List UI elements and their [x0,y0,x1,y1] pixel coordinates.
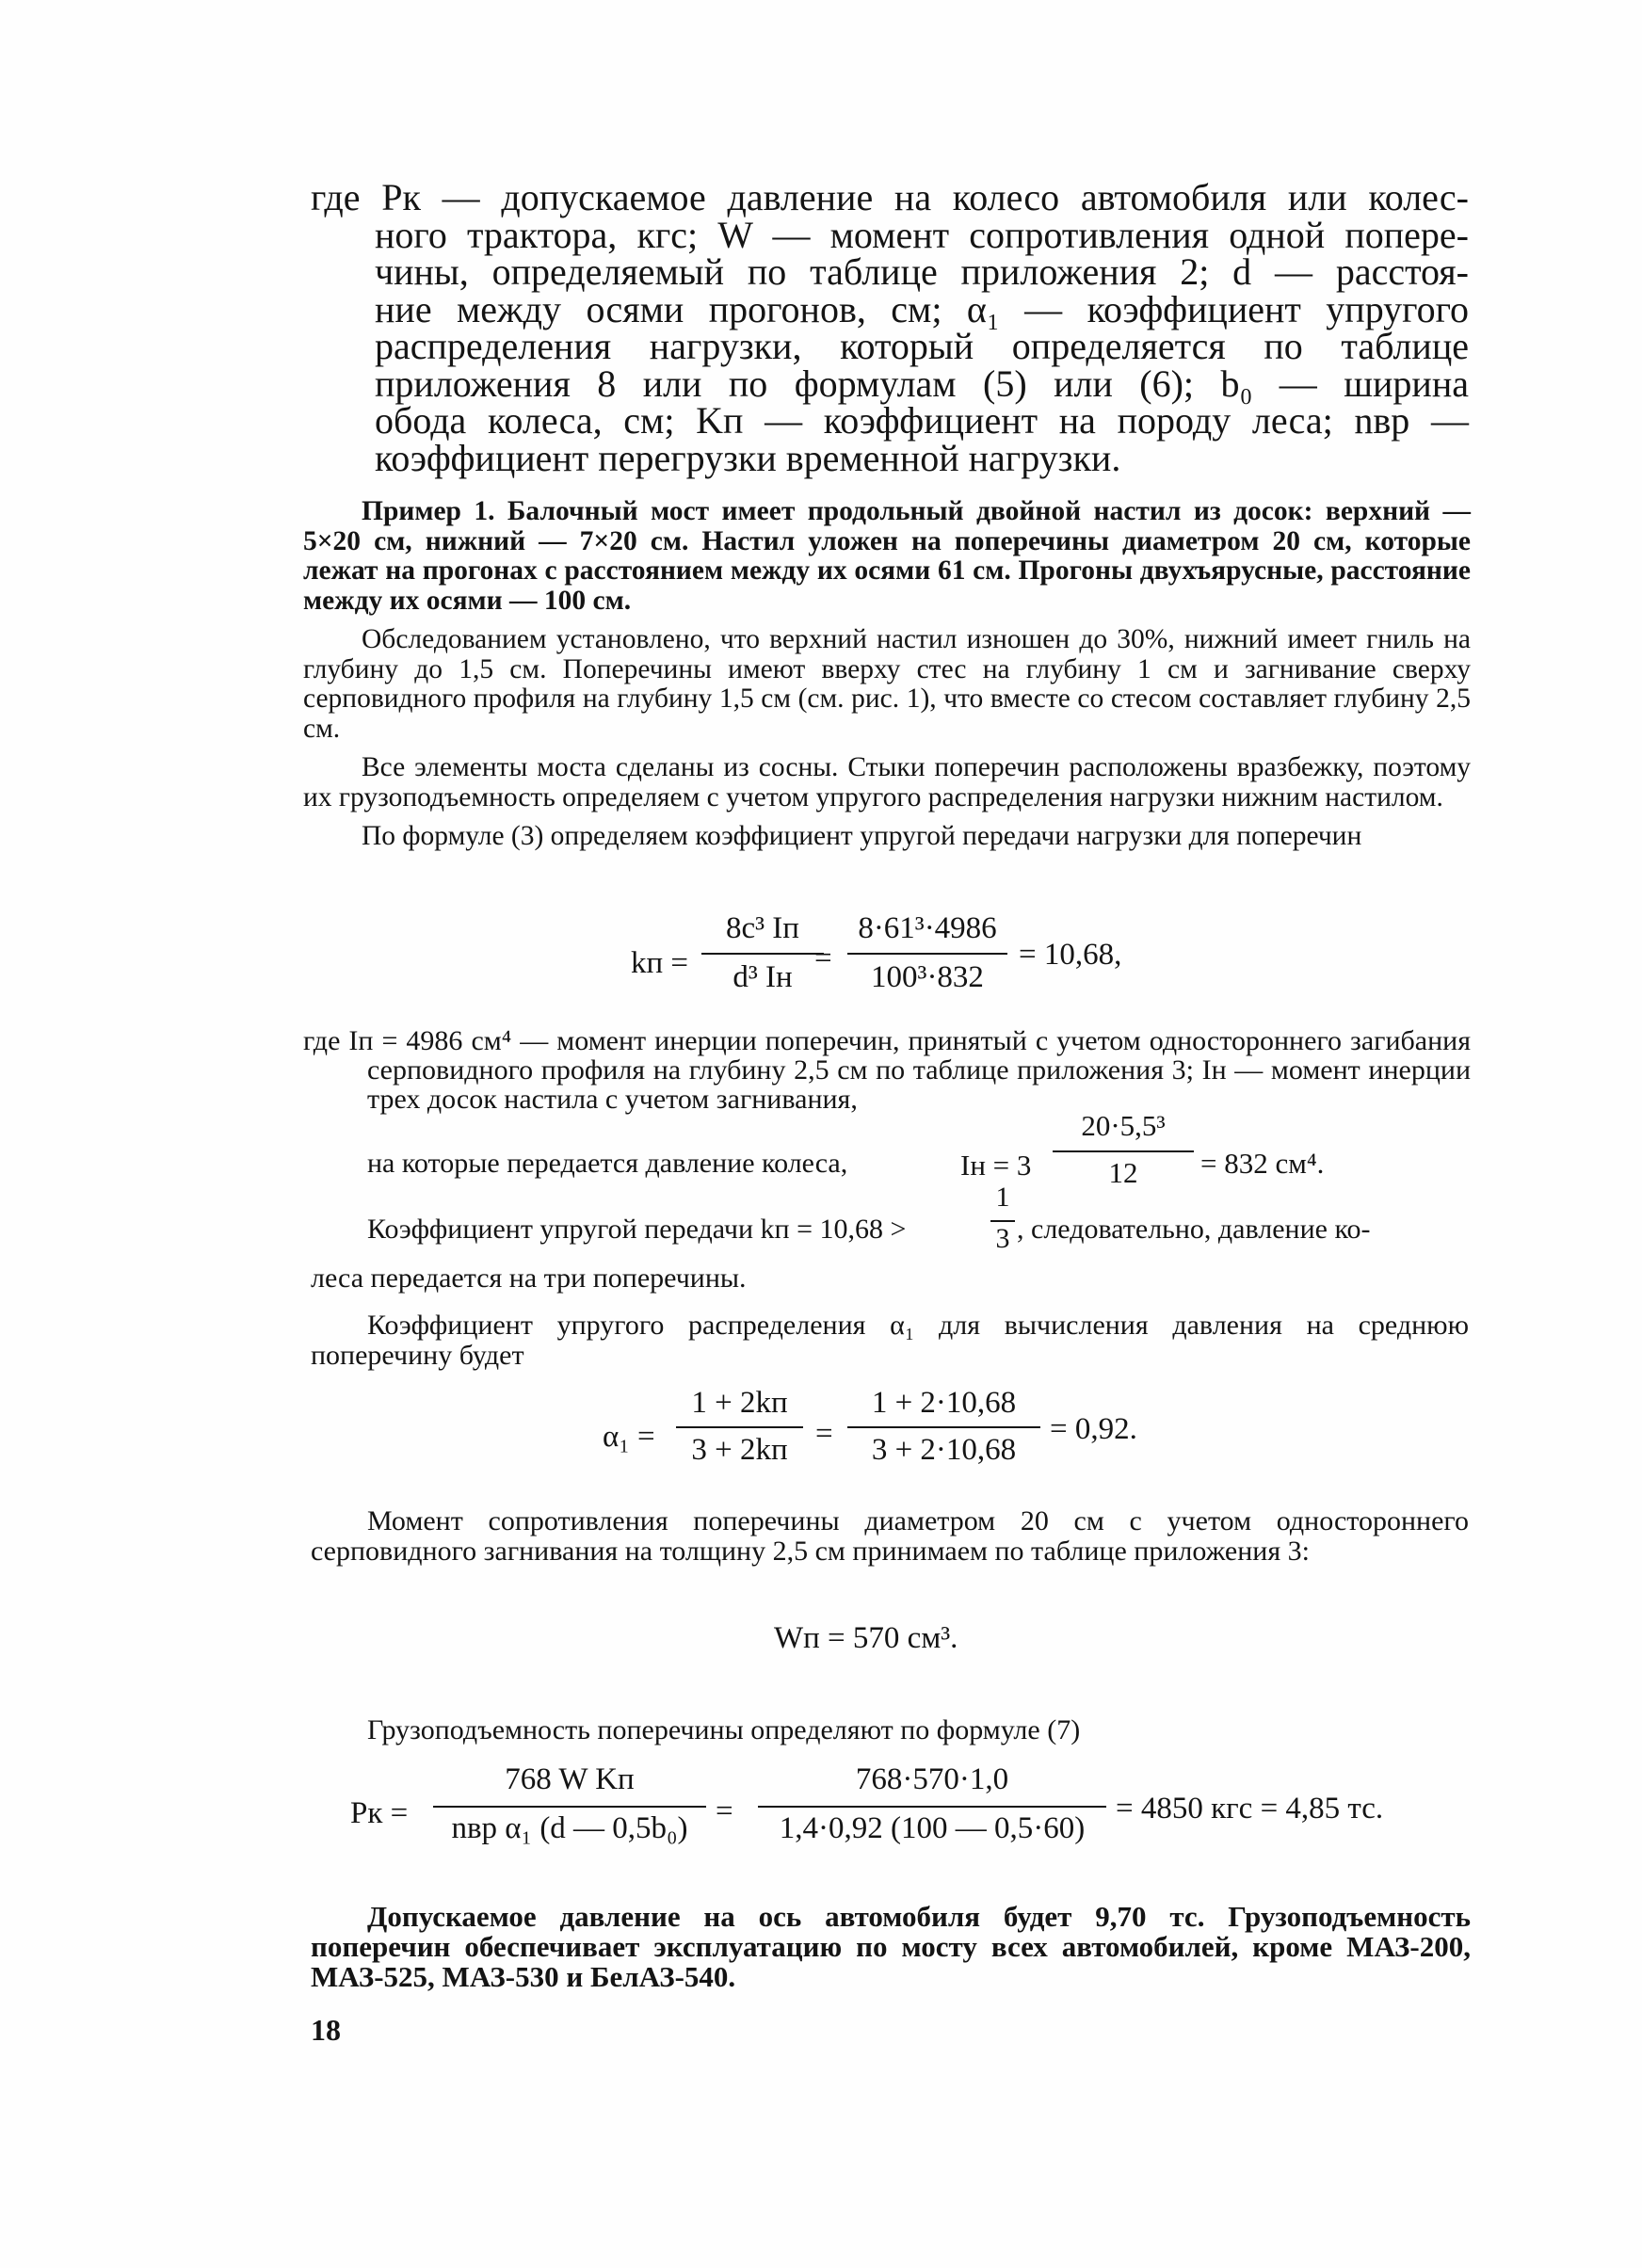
formula-lhs: kп = [631,946,689,980]
text-line: чины, определяемый по таблице приложения 2; d — расстоя- [375,250,1469,293]
text-line: распределения нагрузки, который определяется по таблице [375,325,1469,367]
fraction-denominator: 3 + 2kп [691,1433,788,1467]
fraction-numerator: 1 [995,1182,1010,1213]
fraction-denominator: 12 [1108,1156,1138,1189]
fraction-bar [847,1426,1040,1428]
fraction-bar [433,1806,706,1808]
fraction-bar [676,1426,803,1428]
page-number: 18 [311,2013,341,2047]
formula-result: = 4850 кгс = 4,85 тс. [1116,1792,1384,1826]
fraction-numerator: 8·61³·4986 [858,911,997,945]
example-paragraph-4: По формуле (3) определяем коэффициент упругой передачи нагрузки для поперечин [362,821,1362,851]
final-paragraph: Допускаемое давление на ось автомобиля будет 9,70 тс. Грузоподъемность поперечин обеспечивает эксплуатацию по мосту всех автомобилей, кроме МАЗ-200, МАЗ-525, МАЗ-530 и БелАЗ-540. [311,1900,1471,1993]
fraction-numerator: 8c³ Iп [726,911,799,945]
fraction-denominator: nвр α₁ (d — 0,5b₀) [451,1811,688,1845]
coefficient-text-line2: леса передается на три поперечины. [311,1263,747,1294]
moment-paragraph: Момент сопротивления поперечины диаметром 20 см с учетом одностороннего серповидного загнивания на толщину 2,5 см принимаем по таблице приложения 3: [311,1505,1469,1567]
equals-sign: = [815,1417,833,1451]
coefficient-text: Коэффициент упругой передачи kп = 10,68 > [367,1214,907,1245]
fraction-denominator: d³ Iн [732,960,793,994]
coefficient-text-continued: , следовательно, давление ко- [1017,1214,1371,1245]
text-line: приложения 8 или по формулам (5) или (6); b₀ — ширина [375,362,1469,405]
formula-result: = 832 см⁴. [1200,1147,1325,1180]
fraction-bar [847,953,1007,955]
fraction-numerator: 768·570·1,0 [855,1762,1009,1796]
formula-result: = 10,68, [1019,938,1122,972]
formula-wp: Wп = 570 см³. [774,1621,958,1655]
fraction-denominator: 3 + 2·10,68 [871,1433,1017,1467]
fraction-bar [758,1806,1106,1808]
alpha-paragraph: Коэффициент упругого распределения α₁ для вычисления давления на среднюю поперечину будет [311,1310,1469,1371]
fraction-numerator: 1 + 2·10,68 [871,1386,1017,1420]
fraction-denominator: 1,4·0,92 (100 — 0,5·60) [779,1811,1086,1845]
text-line: обода колеса, см; Kп — коэффициент на породу леса; nвр — [375,399,1469,442]
text-line: ние между осями прогонов, см; α₁ — коэффициент упругого [375,287,1469,330]
text-line: коэффициент перегрузки временной нагрузки. [375,436,1121,479]
formula-lhs: Pк = [350,1796,409,1830]
example-paragraph-2: Обследованием установлено, что верхний настил изношен до 30%, нижний имеет гниль на глубину до 1,5 см. Поперечины имеют вверху стес на глубину 1 см и загнивание сверху серповидного профиля на глубину 1,5 см (см. рис. 1), что вместе со стесом составляет глубину 2,5 см. [303,624,1471,744]
fraction-bar [701,953,824,955]
fraction-numerator: 1 + 2kп [691,1386,788,1420]
equals-sign: = [814,941,832,975]
fraction-numerator: 768 W Kп [505,1762,635,1796]
fraction-denominator: 3 [995,1223,1010,1254]
where-paragraph [303,1026,1471,1114]
example-paragraph-3: Все элементы моста сделаны из сосны. Стыки поперечин расположены вразбежку, поэтому их грузоподъемность определяем с учетом упругого распределения нагрузки нижним настилом. [303,752,1471,812]
capacity-text: Грузоподъемность поперечины определяют по формуле (7) [367,1714,1081,1745]
text-line: ного трактора, кгс; W — момент сопротивления одной попере- [375,213,1469,256]
formula-lhs: α₁ = [603,1420,655,1454]
formula-lhs: Iн = 3 [960,1149,1032,1182]
fraction-bar [1053,1150,1194,1152]
example-block [303,497,1471,861]
fraction-bar [990,1220,1015,1222]
fraction-denominator: 100³·832 [871,960,984,994]
text-line: где Pк — допускаемое давление на колесо автомобиля или колес- [311,176,1469,218]
formula-result: = 0,92. [1050,1412,1137,1446]
where-text-continued: на которые передается давление колеса, [367,1148,848,1179]
equals-sign: = [716,1794,733,1828]
example-paragraph-1: Пример 1. Балочный мост имеет продольный двойной настил из досок: верхний — 5×20 см, нижний — 7×20 см. Настил уложен на поперечины диаметром 20 см, которые лежат на прогонах с расстоянием между их осями 61 см. Прогоны двухъярусные, расстояние между их осями — 100 см. [303,496,1471,616]
where-text: где Iп = 4986 см⁴ — момент инерции поперечин, принятый с учетом одностороннего загибания серповидного профиля на глубину 2,5 см по таблице приложения 3; Iн — момент инерции трех досок настила с учетом загнивания, [303,1025,1471,1115]
fraction-numerator: 20·5,5³ [1081,1109,1166,1142]
definitions-paragraph [311,176,1469,479]
